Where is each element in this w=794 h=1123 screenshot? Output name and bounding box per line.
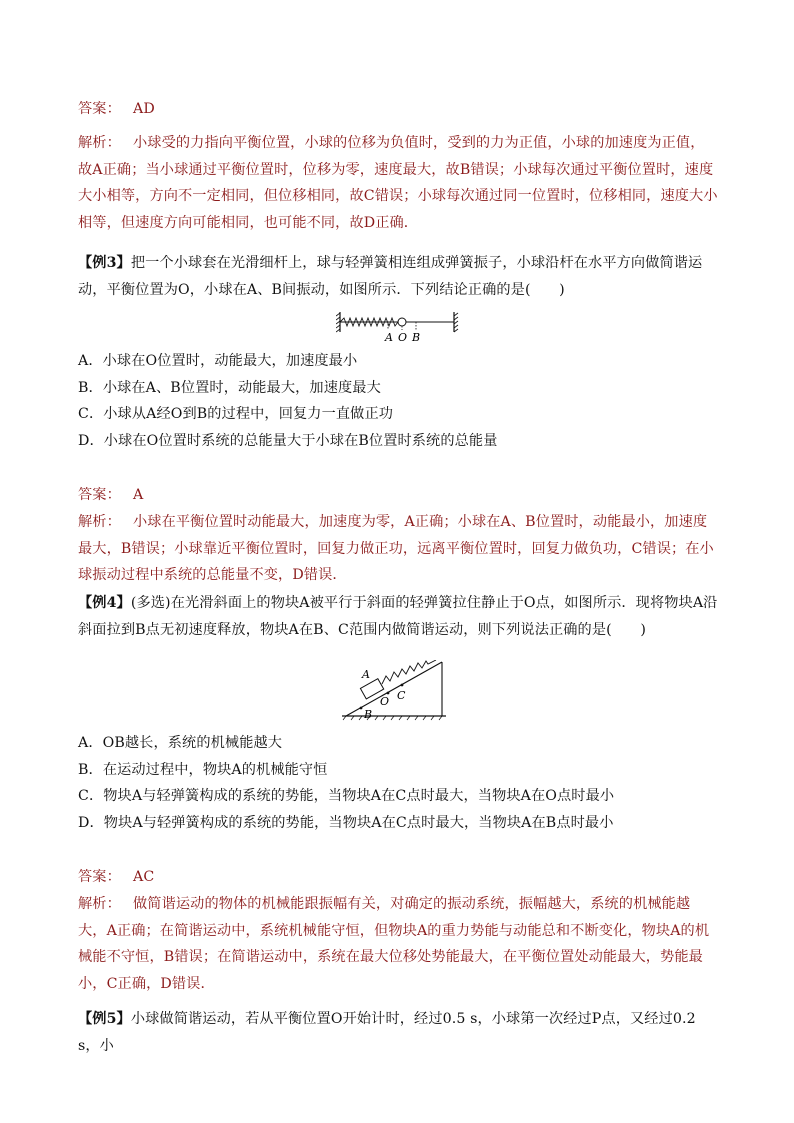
option-b: B．小球在A、B位置时，动能最大，加速度最大 — [78, 379, 381, 396]
option-c: C．物块A与轻弹簧构成的系统的势能，当物块A在C点时最大，当物块A在O点时最小 — [78, 788, 615, 804]
option-a: A．OB越长，系统的机械能越大 — [78, 735, 283, 751]
label-A: A — [385, 331, 393, 344]
question-text: (多选)在光滑斜面上的物块A被平行于斜面的轻弹簧拉住静止于O点，如图所示．现将物块A沿斜面拉到B点无初速度释放，物块A在B、C范围内做简谐运动，则下列说法正确的是( ) — [78, 595, 718, 638]
example-3-options — [78, 348, 718, 454]
option-b: B．在运动过程中，物块A的机械能守恒 — [78, 761, 328, 778]
example-tag: 【例5】 — [78, 1011, 131, 1027]
answer-value: AC — [133, 869, 155, 885]
answer-line — [78, 96, 718, 123]
explanation-text: 小球受的力指向平衡位置，小球的位移为负值时，受到的力为正值，小球的加速度为正值，故A正确；当小球通过平衡位置时，位移为零，速度最大，故B错误；小球每次通过平衡位置时，速度大小相等，方向不一定相同，但位移相同，故C错误；小球每次通过同一位置时，位移相同，速度大小相等，但速度方向可能相同，也可能不同，故D正确． — [78, 135, 718, 231]
explanation-block — [78, 130, 718, 236]
answer-label: 答案： — [78, 869, 121, 885]
label-B: B — [412, 331, 421, 344]
example-tag: 【例3】 — [78, 255, 131, 271]
option-a: A．小球在O位置时，动能最大，加速度最小 — [78, 353, 358, 369]
option-d: D．小球在O位置时系统的总能量大于小球在B位置时系统的总能量 — [78, 432, 498, 449]
answer-line — [78, 864, 718, 891]
explanation-block — [78, 509, 718, 589]
explanation-text: 做简谐运动的物体的机械能跟振幅有关，对确定的振动系统，振幅越大，系统的机械能越大，A正确；在简谐运动中，系统机械能守恒，但物块A的重力势能与动能总和不断变化，物块A的机械能不守恒，B错误；在简谐运动中，系统在最大位移处势能最大，在平衡位置处动能最大，势能最小，C正确，D错误． — [78, 896, 710, 992]
label-O: O — [398, 331, 408, 344]
explanation-label: 解析： — [78, 514, 121, 530]
question-text: 小球做简谐运动，若从平衡位置O开始计时，经过0.5 s，小球第一次经过P点，又经过0.2 s，小 — [78, 1011, 696, 1054]
answer-label: 答案： — [78, 487, 121, 503]
explanation-label: 解析： — [78, 896, 121, 912]
option-c: C．小球从A经O到B的过程中，回复力一直做正功 — [78, 406, 394, 422]
incline-spring-figure — [340, 660, 462, 722]
explanation-block — [78, 891, 718, 997]
example-4-options — [78, 730, 718, 836]
answer-label: 答案： — [78, 101, 121, 117]
label-A: A — [362, 668, 370, 681]
label-O: O — [380, 695, 390, 708]
answer-line — [78, 482, 718, 509]
answer-value: A — [133, 487, 144, 503]
example-tag: 【例4】 — [78, 595, 131, 611]
explanation-label: 解析： — [78, 135, 121, 151]
example-4-question — [78, 590, 718, 643]
example-5-question — [78, 1006, 718, 1059]
option-d: D．物块A与轻弹簧构成的系统的势能，当物块A在C点时最大，当物块A在B点时最小 — [78, 814, 614, 831]
question-text: 把一个小球套在光滑细杆上，球与轻弹簧相连组成弹簧振子，小球沿杆在水平方向做简谐运动，平衡位置为O，小球在A、B间振动，如图所示．下列结论正确的是( ) — [78, 255, 703, 298]
spring-oscillator-figure — [336, 308, 460, 344]
example-3-question — [78, 250, 718, 303]
answer-value: AD — [133, 101, 155, 117]
label-B: B — [364, 708, 373, 721]
explanation-text: 小球在平衡位置时动能最大，加速度为零，A正确；小球在A、B位置时，动能最小，加速度最大，B错误；小球靠近平衡位置时，回复力做正功，远离平衡位置时，回复力做负功，C错误；在小球振动过程中系统的总能量不变，D错误． — [78, 514, 714, 583]
label-C: C — [397, 689, 406, 702]
